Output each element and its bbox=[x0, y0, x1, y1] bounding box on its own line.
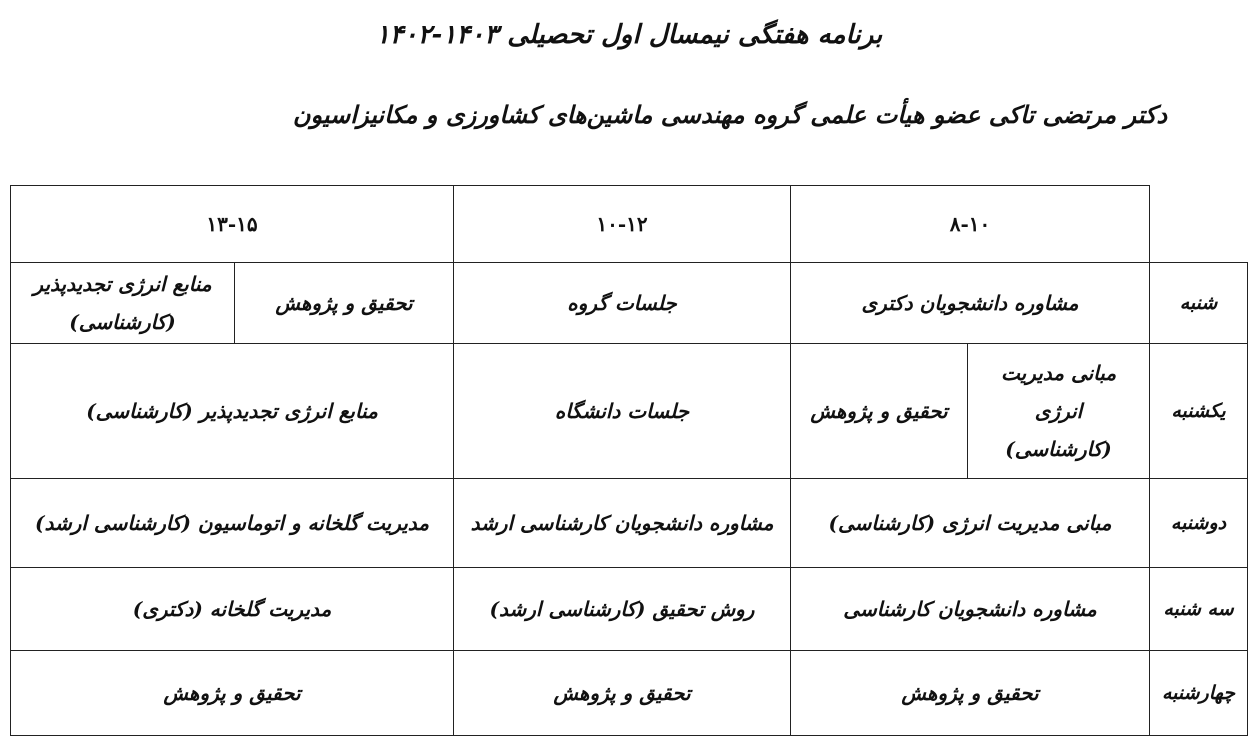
header-slot-1: ۸-۱۰ bbox=[790, 185, 1150, 263]
cell-mon-1: مبانی مدیریت انرژی (کارشناسی) bbox=[790, 478, 1150, 568]
cell-sat-2: جلسات گروه bbox=[453, 262, 791, 344]
cell-tue-2: روش تحقیق (کارشناسی ارشد) bbox=[453, 567, 791, 651]
cell-sun-1b: تحقیق و پژوهش bbox=[790, 343, 968, 479]
day-wednesday: چهارشنبه bbox=[1149, 650, 1248, 736]
page-title: برنامه هفتگی نیمسال اول تحصیلی ۱۴۰۳-۱۴۰۲ bbox=[375, 20, 883, 50]
header-slot-3: ۱۳-۱۵ bbox=[10, 185, 454, 263]
cell-sun-2: جلسات دانشگاه bbox=[453, 343, 791, 479]
cell-sat-1: مشاوره دانشجویان دکتری bbox=[790, 262, 1150, 344]
cell-wed-1: تحقیق و پژوهش bbox=[790, 650, 1150, 736]
cell-sun-3: منابع انرژی تجدیدپذیر (کارشناسی) bbox=[10, 343, 454, 479]
cell-tue-3: مدیریت گلخانه (دکتری) bbox=[10, 567, 454, 651]
day-saturday: شنبه bbox=[1149, 262, 1248, 344]
cell-tue-1: مشاوره دانشجویان کارشناسی bbox=[790, 567, 1150, 651]
day-monday: دوشنبه bbox=[1149, 478, 1248, 568]
day-sunday: یکشنبه bbox=[1149, 343, 1248, 479]
cell-sat-3a: تحقیق و پژوهش bbox=[234, 262, 454, 344]
cell-mon-2: مشاوره دانشجویان کارشناسی ارشد bbox=[453, 478, 791, 568]
cell-wed-2: تحقیق و پژوهش bbox=[453, 650, 791, 736]
header-slot-2: ۱۰-۱۲ bbox=[453, 185, 791, 263]
header-corner bbox=[1149, 185, 1150, 263]
cell-sat-3b: منابع انرژی تجدیدپذیر (کارشناسی) bbox=[10, 262, 235, 344]
cell-mon-3: مدیریت گلخانه و اتوماسیون (کارشناسی ارشد) bbox=[10, 478, 454, 568]
day-tuesday: سه شنبه bbox=[1149, 567, 1248, 651]
cell-sun-1a: مبانی مدیریت انرژی (کارشناسی) bbox=[967, 343, 1150, 479]
page-subtitle: دکتر مرتضی تاکی عضو هیأت علمی گروه مهندسی ماشین‌های کشاورزی و مکانیزاسیون bbox=[292, 100, 1168, 129]
cell-wed-3: تحقیق و پژوهش bbox=[10, 650, 454, 736]
